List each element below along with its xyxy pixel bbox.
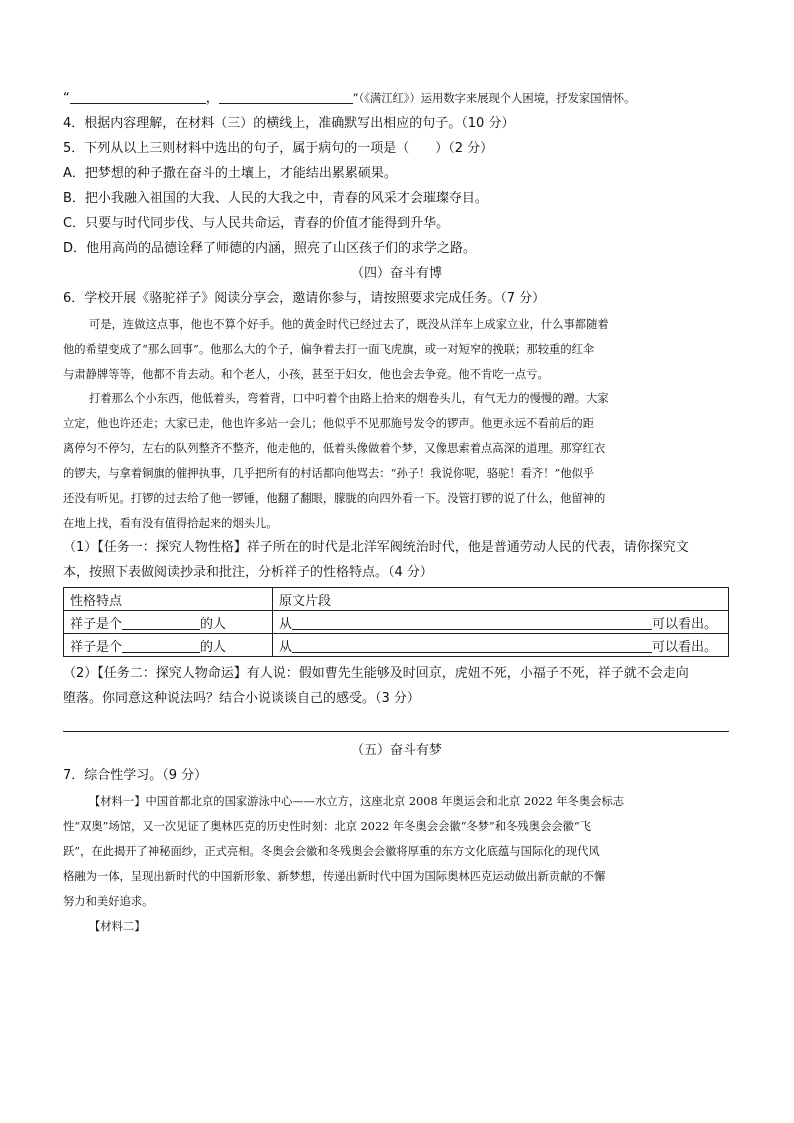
excerpt-blank[interactable] <box>292 616 652 630</box>
passage-line: 还没有听见。打锣的过去给了他一锣锤，他翻了翻眼，朦胧的向四外看一下。没管打锣的说了什么，他留神的 <box>63 492 606 505</box>
option-a[interactable]: A．把梦想的种子撒在奋斗的土壤上，才能结出累累硕果。 <box>63 166 397 181</box>
trait-blank[interactable] <box>122 639 200 653</box>
question-4: 4．根据内容理解，在材料（三）的横线上，准确默写出相应的句子。（10 分） <box>63 116 515 131</box>
task-1-cont: 本，按照下表做阅读抄录和批注，分析祥子的性格特点。（4 分） <box>63 565 433 580</box>
annotation-table <box>63 587 729 657</box>
passage-line: 离停匀不停匀，左右的队列整齐不整齐，他走他的，低着头像做着个梦，又像思索着点高深的道理。那穿红衣 <box>63 442 606 455</box>
passage-line: 立定，他也许还走；大家已走，他也许多站一会儿；他似乎不见那施号发令的锣声。他更永远不看前后的距 <box>63 417 594 430</box>
table-row <box>64 611 729 634</box>
task-2-cont: 堕落。你同意这种说法吗？结合小说谈谈自己的感受。（3 分） <box>63 691 420 706</box>
passage-line: 可是，连做这点事，他也不算个好手。他的黄金时代已经过去了，既没从洋车上成家立业，什么事都随着 <box>89 318 609 331</box>
passage-line: 打着那么个小东西，他低着头，弯着背，口中叼着个由路上拾来的烟卷头儿，有气无力的慢慢的蹭。大家 <box>89 392 609 405</box>
passage-line: 的锣夫，与拿着铜旗的催押执事，几乎把所有的村话都向他骂去：“孙子！我说你呢，骆驼！看齐！”他似乎 <box>63 467 595 480</box>
material-line: 跃”，在此揭开了神秘面纱，正式亮相。冬奥会会徽和冬残奥会会徽将厚重的东方文化底蕴与国际化的现代风 <box>63 845 600 858</box>
answer-blank[interactable] <box>219 90 353 104</box>
material-line: 【材料一】中国首都北京的国家游泳中心——水立方，这座北京 2008 年奥运会和北京 2022 年冬奥会标志 <box>89 795 625 808</box>
excerpt-blank[interactable] <box>292 639 652 653</box>
question-7: 7．综合性学习。（9 分） <box>63 768 208 783</box>
passage-line: 在地上找，看有没有值得拾起来的烟头儿。 <box>63 517 278 530</box>
trait-blank[interactable] <box>122 616 200 630</box>
passage-line: 与肃静牌等等，他都不肯去动。和个老人，小孩，甚至于妇女，他也会去争竞。他不肯吃一点亏。 <box>63 368 549 381</box>
trait-cell: 祥子是个 的人 <box>64 611 273 634</box>
answer-line[interactable] <box>63 731 729 732</box>
question-5: 5．下列从以上三则材料中选出的句子，属于病句的一项是（ ）（2 分） <box>63 141 494 156</box>
trait-cell: 祥子是个 的人 <box>64 634 273 657</box>
task-2: （2）【任务二：探究人物命运】有人说：假如曹先生能够及时回京，虎妞不死，小福子不死，祥子就不会走向 <box>63 666 689 681</box>
option-b[interactable]: B．把小我融入祖国的大我、人民的大我之中，青春的风采才会璀璨夺目。 <box>63 191 488 206</box>
excerpt-cell: 从 可以看出。 <box>273 634 729 657</box>
material-line: 性“双奥”场馆，又一次见证了奥林匹克的历史性时刻：北京 2022 年冬奥会会徽“冬梦”和冬残奥会会徽“飞 <box>63 820 591 833</box>
option-d[interactable]: D．他用高尚的品德诠释了师德的内涵，照亮了山区孩子们的求学之路。 <box>63 241 477 256</box>
question-6: 6．学校开展《骆驼祥子》阅读分享会，邀请你参与，请按照要求完成任务。（7 分） <box>63 291 546 306</box>
material-2-heading: 【材料二】 <box>89 920 146 933</box>
table-header: 原文片段 <box>273 588 729 611</box>
option-c[interactable]: C．只要与时代同步伐、与人民共命运，青春的价值才能得到升华。 <box>63 216 450 231</box>
section-heading-4: （四）奋斗有博 <box>350 266 442 281</box>
material-line: 努力和美好追求。 <box>63 895 154 908</box>
material-line: 格融为一体，呈现出新时代的中国新形象、新梦想，传递出新时代中国为国际奥林匹克运动做出新贡献的不懈 <box>63 870 606 883</box>
answer-blank[interactable] <box>70 90 206 104</box>
excerpt-cell: 从 可以看出。 <box>273 611 729 634</box>
fill-blank-line: “ ， ”（《满江红》）运用数字来展现个人困境，抒发家国情怀。 <box>63 91 636 106</box>
table-header: 性格特点 <box>64 588 273 611</box>
table-row <box>64 634 729 657</box>
passage-line: 他的希望变成了“那么回事”。他那么大的个子，偏争着去打一面飞虎旗，或一对短窄的挽联；那较重的红伞 <box>63 343 595 356</box>
task-1: （1）【任务一：探究人物性格】祥子所在的时代是北洋军阀统治时代，他是普通劳动人民的代表，请你探究文 <box>63 540 689 555</box>
table-header-row <box>64 588 729 611</box>
section-heading-5: （五）奋斗有梦 <box>350 743 442 758</box>
